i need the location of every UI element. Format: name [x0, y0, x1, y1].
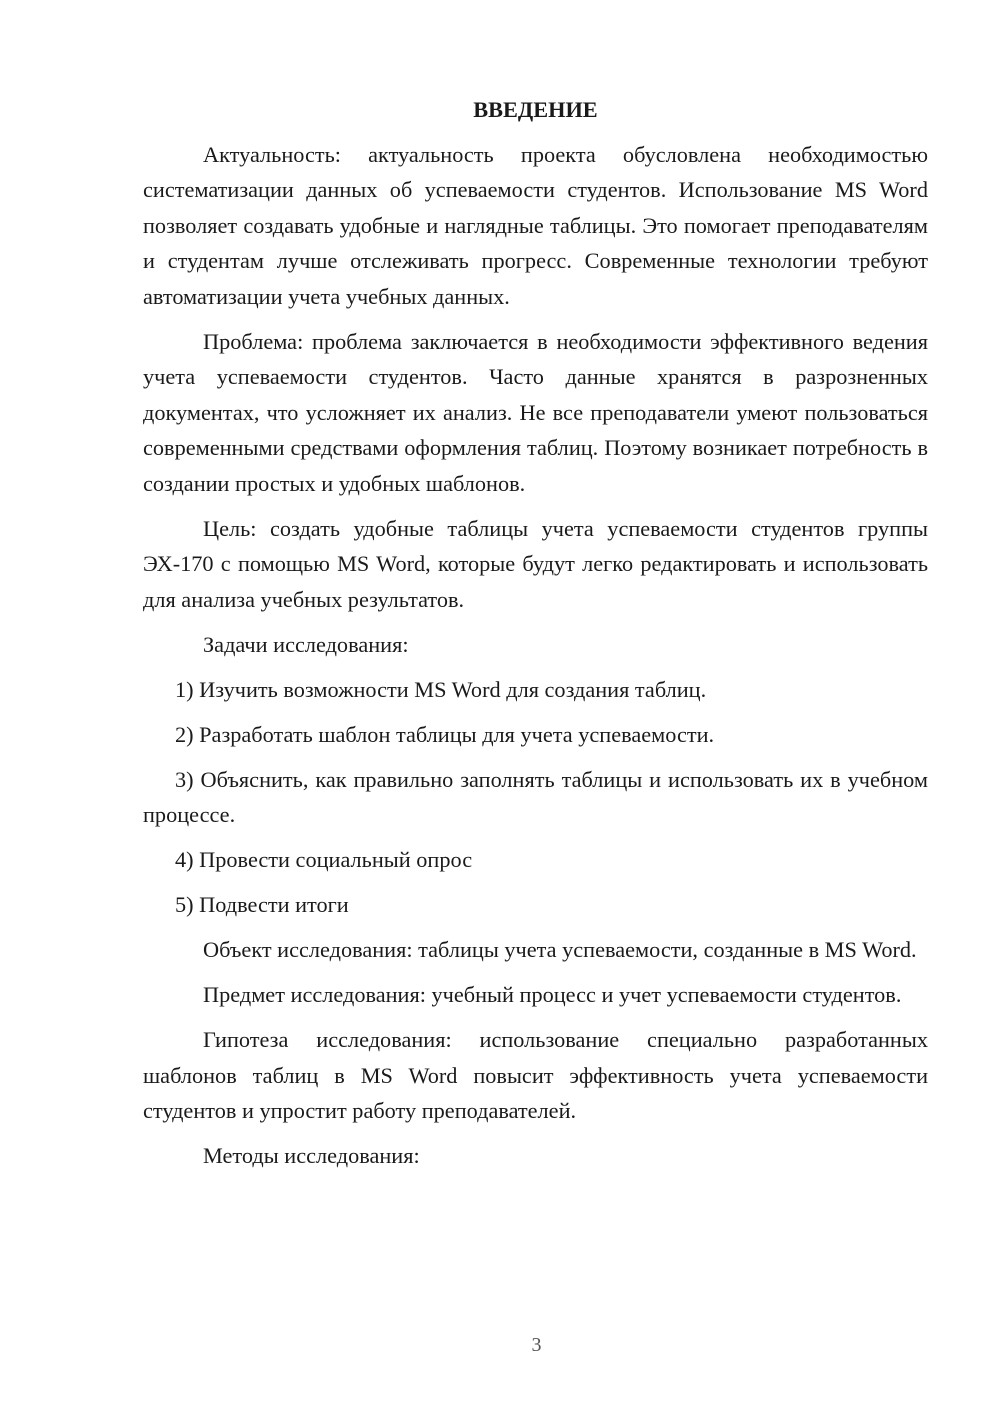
paragraph-goal: Цель: создать удобные таблицы учета успеваемости студентов группы ЭХ-170 с помощью MS Word, которые будут легко редактировать и использовать для анализа учебных результатов.	[143, 515, 928, 612]
paragraph-methods: Методы исследования:	[203, 1143, 420, 1168]
paragraph-relevance: Актуальность: актуальность проекта обусловлена необходимостью систематизации данных об успеваемости студентов. Использование MS Word позволяет создавать удобные и наглядные таблицы. Это помогает преподавателям и студентам лучше отслеживать прогресс. Современные технологии требуют автоматизации учета учебных данных.	[143, 141, 928, 309]
task-item: 2) Разработать шаблон таблицы для учета успеваемости.	[175, 721, 715, 747]
task-item: 3) Объяснить, как правильно заполнять таблицы и использовать их в учебном процессе.	[143, 766, 928, 827]
paragraph-object: Объект исследования: таблицы учета успеваемости, созданные в MS Word.	[203, 937, 917, 962]
paragraph-subject: Предмет исследования: учебный процесс и учет успеваемости студентов.	[203, 982, 902, 1007]
section-heading: ВВЕДЕНИЕ	[473, 97, 598, 122]
page-content	[143, 92, 928, 1183]
task-item: 1) Изучить возможности MS Word для создания таблиц.	[175, 676, 707, 702]
paragraph-hypothesis: Гипотеза исследования: использование специально разработанных шаблонов таблиц в MS Word повысит эффективность учета успеваемости студентов и упростит работу преподавателей.	[143, 1027, 928, 1123]
page-number: 3	[531, 1334, 542, 1356]
task-item: 4) Провести социальный опрос	[175, 847, 473, 872]
paragraph-problem: Проблема: проблема заключается в необходимости эффективного ведения учета успеваемости студентов. Часто данные хранятся в разрозненных документах, что усложняет их анализ. Не все преподаватели умеют пользоваться современными средствами оформления таблиц. Поэтому возникает потребность в создании простых и удобных шаблонов.	[143, 328, 928, 496]
paragraph-tasks-title: Задачи исследования:	[203, 631, 409, 657]
task-item: 5) Подвести итоги	[175, 892, 349, 917]
